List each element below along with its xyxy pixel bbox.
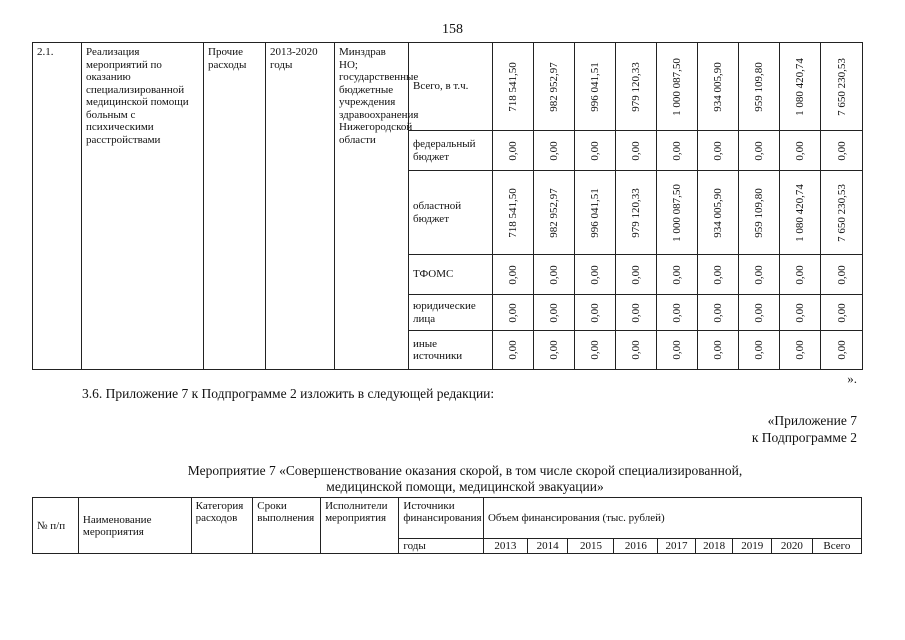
source-label: федеральный бюджет xyxy=(409,131,493,171)
value-text: 0,00 xyxy=(752,302,765,323)
value-text: 0,00 xyxy=(711,264,724,285)
value-cell xyxy=(739,295,780,331)
value-text: 0,00 xyxy=(670,264,683,285)
value-text: 959 109,80 xyxy=(752,61,765,112)
value-cell xyxy=(575,171,616,255)
value-text: 996 041,51 xyxy=(588,187,601,238)
value-text: 718 541,50 xyxy=(506,187,519,238)
value-cell xyxy=(534,331,575,370)
value-text: 0,00 xyxy=(629,264,642,285)
value-text: 0,00 xyxy=(588,302,601,323)
measure-header-table xyxy=(32,497,862,554)
value-text: 982 952,97 xyxy=(547,187,560,238)
value-cell xyxy=(616,255,657,295)
value-text: 0,00 xyxy=(547,340,560,360)
header-name: Наименование мероприятия xyxy=(78,498,191,554)
header-year: 2017 xyxy=(658,539,696,554)
value-cell xyxy=(739,255,780,295)
value-text: 0,00 xyxy=(547,140,560,161)
header-year: 2013 xyxy=(483,539,527,554)
value-text: 0,00 xyxy=(835,140,848,161)
value-cell xyxy=(739,43,780,131)
value-cell xyxy=(493,295,534,331)
header-funding: Объем финансирования (тыс. рублей) xyxy=(483,498,861,539)
header-sources: Источники финансирования xyxy=(399,498,484,539)
value-cell xyxy=(739,331,780,370)
row-period: 2013-2020 годы xyxy=(266,43,335,370)
value-cell xyxy=(698,43,739,131)
funding-table-continued xyxy=(32,42,863,370)
header-executors: Исполнители мероприятия xyxy=(321,498,399,554)
value-text: 0,00 xyxy=(752,140,765,161)
row-executor: Минздрав НО; государственные бюджетные учреждения здравоохранения Нижегородской области xyxy=(335,43,409,370)
header-sources-years: годы xyxy=(399,539,484,554)
measure-title-line-1: Мероприятие 7 «Совершенствование оказания скорой, в том числе скорой специализированной, xyxy=(187,463,743,478)
value-text: 0,00 xyxy=(752,340,765,360)
value-text: 0,00 xyxy=(588,340,601,360)
header-year: 2019 xyxy=(733,539,772,554)
header-category: Категория расходов xyxy=(191,498,253,554)
annex-line-1: «Приложение 7 xyxy=(767,413,857,428)
value-text: 0,00 xyxy=(711,140,724,161)
value-text: 934 005,90 xyxy=(711,61,724,112)
row-number: 2.1. xyxy=(33,43,82,370)
value-text: 718 541,50 xyxy=(506,61,519,112)
value-cell xyxy=(821,131,863,171)
value-text: 7 650 230,53 xyxy=(835,183,848,242)
measure-title-line-2: медицинской помощи, медицинской эвакуации» xyxy=(326,479,604,494)
value-cell xyxy=(821,43,863,131)
value-cell xyxy=(493,331,534,370)
value-text: 0,00 xyxy=(547,264,560,285)
page-number: 158 xyxy=(442,22,463,37)
value-cell xyxy=(739,131,780,171)
value-text: 0,00 xyxy=(670,302,683,323)
value-cell xyxy=(657,131,698,171)
header-period: Сроки выполнения xyxy=(253,498,321,554)
value-text: 0,00 xyxy=(835,302,848,323)
value-cell xyxy=(534,171,575,255)
value-cell xyxy=(534,43,575,131)
value-text: 0,00 xyxy=(711,302,724,323)
value-text: 0,00 xyxy=(793,302,806,323)
value-cell xyxy=(657,295,698,331)
row-name: Реализация мероприятий по оказанию специализированной медицинской помощи больным с психическими расстройствами xyxy=(82,43,204,370)
source-row xyxy=(33,43,863,131)
value-text: 0,00 xyxy=(547,302,560,323)
value-text: 0,00 xyxy=(711,340,724,360)
value-cell xyxy=(780,43,821,131)
header-year: 2016 xyxy=(614,539,658,554)
value-cell xyxy=(698,171,739,255)
closing-quote-mark: ». xyxy=(847,371,857,386)
value-cell xyxy=(493,255,534,295)
row-category: Прочие расходы xyxy=(204,43,266,370)
value-cell xyxy=(780,171,821,255)
source-label: юридические лица xyxy=(409,295,493,331)
value-text: 0,00 xyxy=(835,264,848,285)
value-cell xyxy=(616,171,657,255)
value-text: 982 952,97 xyxy=(547,61,560,112)
value-cell xyxy=(780,331,821,370)
value-cell xyxy=(780,295,821,331)
value-cell xyxy=(534,131,575,171)
value-text: 1 000 087,50 xyxy=(670,57,683,116)
value-cell xyxy=(698,331,739,370)
value-text: 0,00 xyxy=(588,140,601,161)
value-cell xyxy=(657,43,698,131)
value-cell xyxy=(575,43,616,131)
value-cell xyxy=(698,295,739,331)
source-label: Всего, в т.ч. xyxy=(409,43,493,131)
value-cell xyxy=(493,131,534,171)
value-cell xyxy=(821,171,863,255)
value-cell xyxy=(821,331,863,370)
value-cell xyxy=(657,331,698,370)
value-cell xyxy=(575,295,616,331)
header-number: № п/п xyxy=(33,498,79,554)
value-text: 7 650 230,53 xyxy=(835,57,848,116)
header-year: 2015 xyxy=(568,539,614,554)
value-text: 0,00 xyxy=(506,264,519,285)
measure-title xyxy=(80,463,850,495)
value-cell xyxy=(534,255,575,295)
value-text: 0,00 xyxy=(793,264,806,285)
value-cell xyxy=(698,131,739,171)
value-text: 0,00 xyxy=(835,340,848,360)
value-cell xyxy=(575,255,616,295)
value-text: 0,00 xyxy=(752,264,765,285)
value-text: 0,00 xyxy=(793,340,806,360)
value-cell xyxy=(493,171,534,255)
value-text: 934 005,90 xyxy=(711,187,724,238)
value-cell xyxy=(493,43,534,131)
value-cell xyxy=(698,255,739,295)
value-cell xyxy=(616,295,657,331)
value-text: 0,00 xyxy=(670,140,683,161)
header-year: Всего xyxy=(812,539,861,554)
value-cell xyxy=(575,331,616,370)
value-cell xyxy=(575,131,616,171)
value-text: 0,00 xyxy=(506,140,519,161)
value-text: 1 080 420,74 xyxy=(793,57,806,116)
value-cell xyxy=(780,131,821,171)
value-cell xyxy=(534,295,575,331)
value-text: 0,00 xyxy=(629,302,642,323)
value-text: 0,00 xyxy=(629,340,642,360)
value-text: 0,00 xyxy=(506,302,519,323)
source-label: иные источники xyxy=(409,331,493,370)
source-label: областной бюджет xyxy=(409,171,493,255)
value-text: 0,00 xyxy=(793,140,806,161)
value-cell xyxy=(616,131,657,171)
value-cell xyxy=(780,255,821,295)
header-year: 2014 xyxy=(527,539,568,554)
header-year: 2020 xyxy=(772,539,813,554)
value-cell xyxy=(657,255,698,295)
value-text: 979 120,33 xyxy=(629,61,642,112)
value-cell xyxy=(616,331,657,370)
annex-line-2: к Подпрограмме 2 xyxy=(751,430,857,445)
source-label: ТФОМС xyxy=(409,255,493,295)
value-text: 0,00 xyxy=(670,340,683,360)
value-text: 1 080 420,74 xyxy=(793,183,806,242)
value-text: 959 109,80 xyxy=(752,187,765,238)
value-text: 1 000 087,50 xyxy=(670,183,683,242)
value-text: 996 041,51 xyxy=(588,61,601,112)
value-cell xyxy=(821,295,863,331)
value-text: 979 120,33 xyxy=(629,187,642,238)
annex-reference xyxy=(752,412,857,446)
value-cell xyxy=(657,171,698,255)
value-text: 0,00 xyxy=(588,264,601,285)
instruction-text: 3.6. Приложение 7 к Подпрограмме 2 изложить в следующей редакции: xyxy=(82,386,495,401)
header-year: 2018 xyxy=(695,539,733,554)
value-text: 0,00 xyxy=(629,140,642,161)
value-cell xyxy=(616,43,657,131)
value-text: 0,00 xyxy=(506,340,519,360)
value-cell xyxy=(739,171,780,255)
value-cell xyxy=(821,255,863,295)
